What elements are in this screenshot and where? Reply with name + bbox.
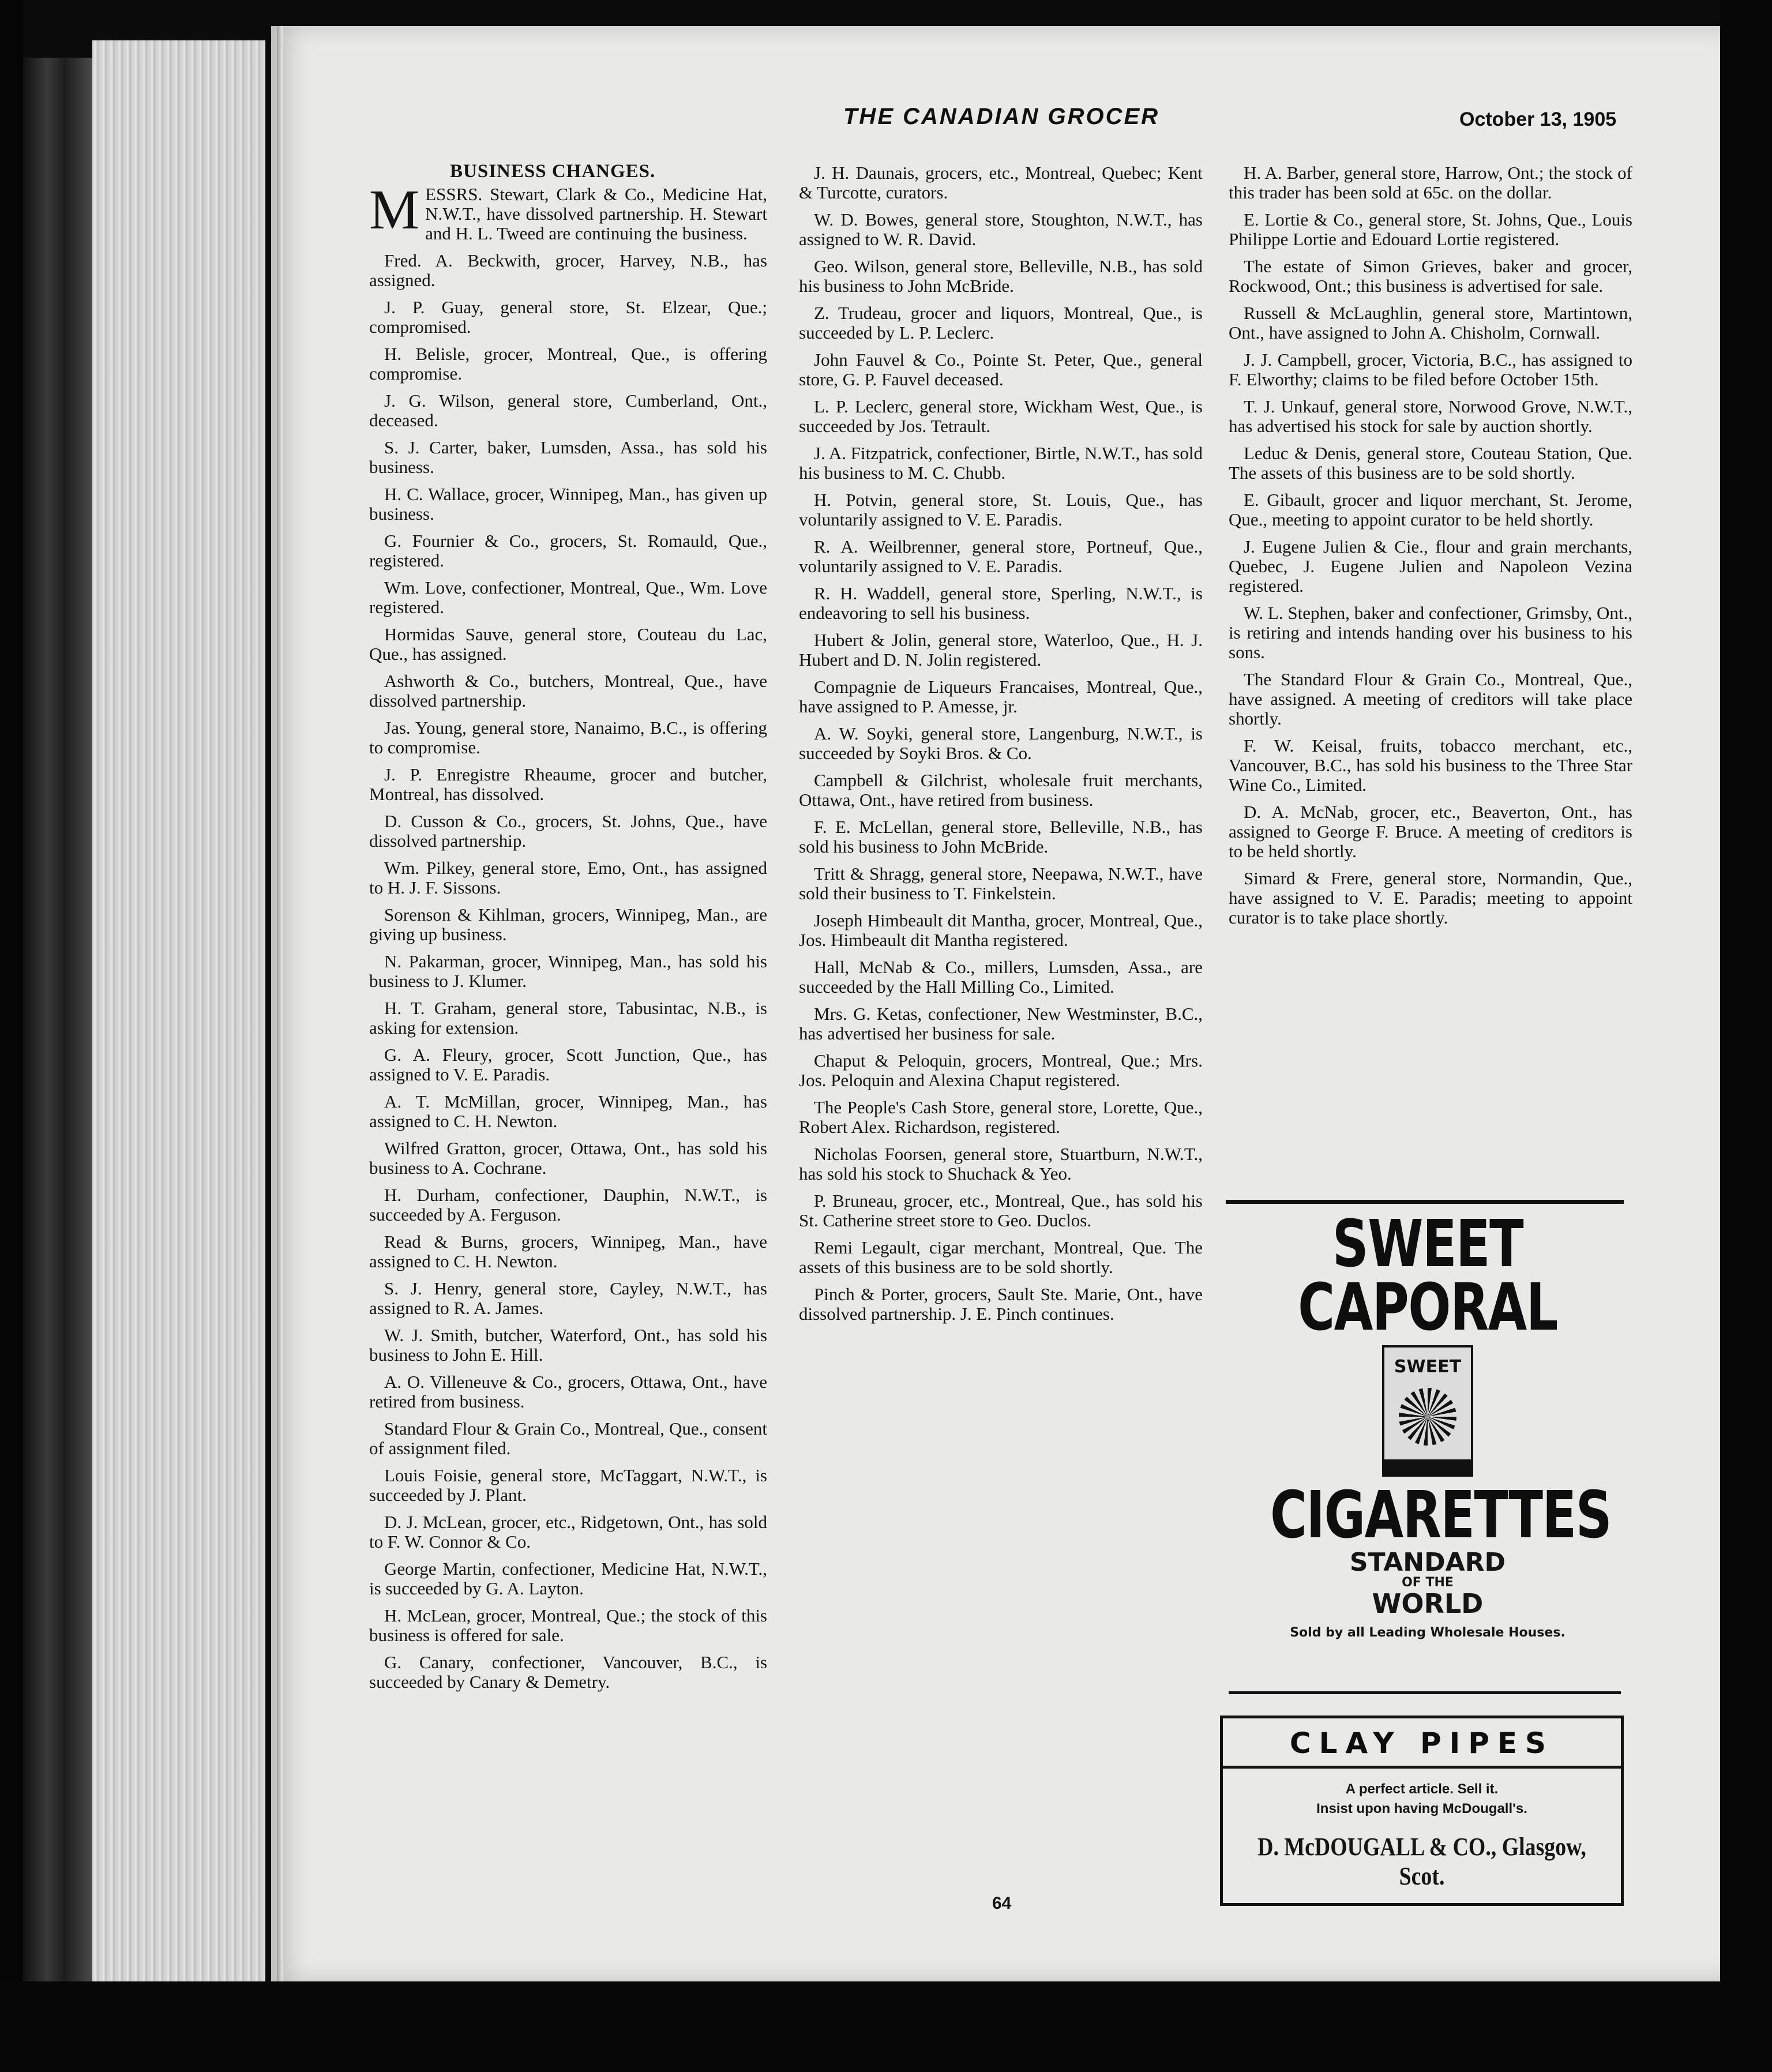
clay-pipes-maker: D. McDOUGALL & CO., Glasgow, Scot.: [1257, 1833, 1586, 1890]
business-notice: H. A. Barber, general store, Harrow, Ont.; the stock of this trader has been sold at 65c. on the dollar.: [1229, 163, 1632, 202]
clay-pipes-rule: [1223, 1766, 1621, 1769]
business-notice: N. Pakarman, grocer, Winnipeg, Man., has sold his business to J. Klumer.: [369, 951, 767, 991]
business-notice: Simard & Frere, general store, Normandin, Que., have assigned to V. E. Paradis; meeting to appoint curator is to take place shortly.: [1229, 868, 1632, 928]
business-notice: J. Eugene Julien & Cie., flour and grain merchants, Quebec, J. Eugene Julien and Napoleon Vezina registered.: [1229, 536, 1632, 596]
business-notice: Fred. A. Beckwith, grocer, Harvey, N.B., has assigned.: [369, 250, 767, 290]
business-notice: Chaput & Peloquin, grocers, Montreal, Que.; Mrs. Jos. Peloquin and Alexina Chaput registered.: [799, 1050, 1203, 1090]
business-notice: S. J. Carter, baker, Lumsden, Assa., has sold his business.: [369, 437, 767, 477]
drop-cap: M: [369, 179, 420, 241]
business-notice: Read & Burns, grocers, Winnipeg, Man., have assigned to C. H. Newton.: [369, 1232, 767, 1271]
sweet-caporal-ad: [1226, 1207, 1630, 1697]
sunburst-icon: [1399, 1388, 1456, 1446]
notice-list-col1: [369, 251, 767, 1692]
business-notice: W. L. Stephen, baker and confectioner, Grimsby, Ont., is retiring and intends handing over his business to his sons.: [1229, 603, 1632, 662]
business-notice: The estate of Simon Grieves, baker and grocer, Rockwood, Ont.; this business is advertised for sale.: [1229, 256, 1632, 296]
business-notice: P. Bruneau, grocer, etc., Montreal, Que., has sold his St. Catherine street store to Geo. Duclos.: [799, 1191, 1203, 1230]
lead-text: ESSRS. Stewart, Clark & Co., Medicine Hat, N.W.T., have dissolved partnership. H. Stewart and H. L. Tweed are continuing the business.: [425, 184, 767, 243]
business-notice: A. O. Villeneuve & Co., grocers, Ottawa, Ont., have retired from business.: [369, 1372, 767, 1412]
business-notice: Hall, McNab & Co., millers, Lumsden, Assa., are succeeded by the Hall Milling Co., Limited.: [799, 957, 1203, 997]
clay-pipes-ad: [1220, 1716, 1624, 1906]
business-notice: J. P. Guay, general store, St. Elzear, Que.; compromised.: [369, 297, 767, 337]
business-notice: Standard Flour & Grain Co., Montreal, Que., consent of assignment filed.: [369, 1418, 767, 1458]
publication-title: THE CANADIAN GROCER: [843, 104, 1160, 129]
business-notice: Tritt & Shragg, general store, Neepawa, N.W.T., have sold their business to T. Finkelstein.: [799, 864, 1203, 903]
business-notice: A. W. Soyki, general store, Langenburg, N.W.T., is succeeded by Soyki Bros. & Co.: [799, 723, 1203, 763]
ad-top-rule: [1226, 1200, 1624, 1204]
business-notice: Russell & McLaughlin, general store, Martintown, Ont., have assigned to John A. Chisholm, Cornwall.: [1229, 303, 1632, 343]
business-notice: Sorenson & Kihlman, grocers, Winnipeg, Man., are giving up business.: [369, 904, 767, 944]
notice-list-col3: [1229, 163, 1632, 928]
business-notice: H. McLean, grocer, Montreal, Que.; the stock of this business is offered for sale.: [369, 1605, 767, 1645]
business-notice: H. C. Wallace, grocer, Winnipeg, Man., has given up business.: [369, 484, 767, 524]
ad-standard-word: STANDARD: [1349, 1548, 1506, 1577]
clay-pipes-line-1: A perfect article. Sell it.: [1345, 1781, 1499, 1797]
scanner-border-right: [1720, 0, 1772, 2072]
ad-caporal-word: CAPORAL: [1298, 1270, 1557, 1345]
business-notice: W. J. Smith, butcher, Waterford, Ont., has sold his business to John E. Hill.: [369, 1325, 767, 1365]
page-gutter-shadow: [277, 26, 283, 1981]
business-notice: Hormidas Sauve, general store, Couteau du Lac, Que., has assigned.: [369, 624, 767, 664]
business-notice: D. A. McNab, grocer, etc., Beaverton, Ont., has assigned to George F. Bruce. A meeting of creditors is to be held shortly.: [1229, 802, 1632, 861]
business-notice: E. Lortie & Co., general store, St. Johns, Que., Louis Philippe Lortie and Edouard Lortie registered.: [1229, 209, 1632, 249]
lead-paragraph: [369, 179, 767, 243]
ad-ofthe-word: OF THE: [1402, 1575, 1454, 1590]
business-notice: E. Gibault, grocer and liquor merchant, St. Jerome, Que., meeting to appoint curator to be held shortly.: [1229, 490, 1632, 530]
book-spine: [23, 58, 92, 1996]
section-heading: BUSINESS CHANGES.: [450, 162, 656, 182]
business-notice: H. Durham, confectioner, Dauphin, N.W.T., is succeeded by A. Ferguson.: [369, 1185, 767, 1225]
business-notice: Leduc & Denis, general store, Couteau Station, Que. The assets of this business are to be sold shortly.: [1229, 443, 1632, 483]
notice-list-col2: [799, 163, 1203, 1324]
business-notice: Joseph Himbeault dit Mantha, grocer, Montreal, Que., Jos. Himbeault dit Mantha registered.: [799, 910, 1203, 950]
business-notice: L. P. Leclerc, general store, Wickham West, Que., is succeeded by Jos. Tetrault.: [799, 396, 1203, 436]
business-notice: Compagnie de Liqueurs Francaises, Montreal, Que., have assigned to P. Amesse, jr.: [799, 677, 1203, 716]
business-notice: Mrs. G. Ketas, confectioner, New Westminster, B.C., has advertised her business for sale.: [799, 1004, 1203, 1043]
business-notice: J. P. Enregistre Rheaume, grocer and butcher, Montreal, has dissolved.: [369, 764, 767, 804]
business-notice: F. W. Keisal, fruits, tobacco merchant, etc., Vancouver, B.C., has sold his business to the Three Star Wine Co., Limited.: [1229, 735, 1632, 795]
business-notice: Pinch & Porter, grocers, Sault Ste. Marie, Ont., have dissolved partnership. J. E. Pinch continues.: [799, 1284, 1203, 1324]
business-notice: J. H. Daunais, grocers, etc., Montreal, Quebec; Kent & Turcotte, curators.: [799, 163, 1203, 202]
business-notice: Ashworth & Co., butchers, Montreal, Que., have dissolved partnership.: [369, 671, 767, 711]
issue-date: October 13, 1905: [1459, 108, 1617, 130]
business-notice: The People's Cash Store, general store, Lorette, Que., Robert Alex. Richardson, registered.: [799, 1097, 1203, 1137]
clay-pipes-line-2: Insist upon having McDougall's.: [1316, 1801, 1527, 1816]
business-notice: W. D. Bowes, general store, Stoughton, N.W.T., has assigned to W. R. David.: [799, 209, 1203, 249]
scanner-border-bottom: [0, 1981, 1772, 2072]
business-notice: The Standard Flour & Grain Co., Montreal, Que., have assigned. A meeting of creditors will take place shortly.: [1229, 669, 1632, 729]
business-notice: J. A. Fitzpatrick, confectioner, Birtle, N.W.T., has sold his business to M. C. Chubb.: [799, 443, 1203, 483]
business-notice: H. Potvin, general store, St. Louis, Que., has voluntarily assigned to V. E. Paradis.: [799, 490, 1203, 530]
ad-sweet-word: SWEET: [1332, 1207, 1523, 1282]
business-notice: G. Canary, confectioner, Vancouver, B.C., is succeeded by Canary & Demetry.: [369, 1652, 767, 1692]
business-notice: Hubert & Jolin, general store, Waterloo, Que., H. J. Hubert and D. N. Jolin registered.: [799, 630, 1203, 670]
business-notice: T. J. Unkauf, general store, Norwood Grove, N.W.T., has advertised his stock for sale by auction shortly.: [1229, 396, 1632, 436]
pack-base: [1384, 1459, 1471, 1474]
business-notice: Wilfred Gratton, grocer, Ottawa, Ont., has sold his business to A. Cochrane.: [369, 1138, 767, 1178]
business-notice: John Fauvel & Co., Pointe St. Peter, Que., general store, G. P. Fauvel deceased.: [799, 350, 1203, 389]
scanner-border-left: [0, 0, 23, 2072]
business-notice: G. A. Fleury, grocer, Scott Junction, Que., has assigned to V. E. Paradis.: [369, 1045, 767, 1084]
business-notice: D. J. McLean, grocer, etc., Ridgetown, Ont., has sold to F. W. Connor & Co.: [369, 1512, 767, 1552]
business-notice: H. Belisle, grocer, Montreal, Que., is offering compromise.: [369, 344, 767, 384]
clay-pipes-title: CLAY PIPES: [1289, 1726, 1555, 1760]
business-notice: J. J. Campbell, grocer, Victoria, B.C., has assigned to F. Elworthy; claims to be filed before October 15th.: [1229, 350, 1632, 389]
business-notice: G. Fournier & Co., grocers, St. Romauld, Que., registered.: [369, 531, 767, 570]
business-notice: Louis Foisie, general store, McTaggart, N.W.T., is succeeded by J. Plant.: [369, 1465, 767, 1505]
page-number: 64: [992, 1894, 1012, 1913]
business-notice: Jas. Young, general store, Nanaimo, B.C., is offering to compromise.: [369, 718, 767, 757]
business-notice: F. E. McLellan, general store, Belleville, N.B., has sold his business to John McBride.: [799, 817, 1203, 857]
page-edges: [92, 40, 265, 2002]
pack-label: SWEET: [1394, 1357, 1462, 1377]
text-column-2: [799, 163, 1203, 1882]
business-notice: R. A. Weilbrenner, general store, Portneuf, Que., voluntarily assigned to V. E. Paradis.: [799, 536, 1203, 576]
business-notice: R. H. Waddell, general store, Sperling, N.W.T., is endeavoring to sell his business.: [799, 583, 1203, 623]
business-notice: George Martin, confectioner, Medicine Hat, N.W.T., is succeeded by G. A. Layton.: [369, 1559, 767, 1598]
ad-tagline: Sold by all Leading Wholesale Houses.: [1290, 1626, 1565, 1640]
ad-world-word: WORLD: [1372, 1588, 1484, 1619]
business-notice: J. G. Wilson, general store, Cumberland, Ont., deceased.: [369, 391, 767, 430]
business-notice: Z. Trudeau, grocer and liquors, Montreal, Que., is succeeded by L. P. Leclerc.: [799, 303, 1203, 343]
business-notice: A. T. McMillan, grocer, Winnipeg, Man., has assigned to C. H. Newton.: [369, 1091, 767, 1131]
ad-bottom-rule: [1229, 1691, 1621, 1694]
ad-cigarettes-word: CIGARETTES: [1270, 1478, 1612, 1553]
cigarette-pack-illustration: [1382, 1345, 1473, 1477]
business-notice: Wm. Love, confectioner, Montreal, Que., Wm. Love registered.: [369, 577, 767, 617]
business-notice: Wm. Pilkey, general store, Emo, Ont., has assigned to H. J. F. Sissons.: [369, 858, 767, 898]
business-notice: D. Cusson & Co., grocers, St. Johns, Que., have dissolved partnership.: [369, 811, 767, 851]
business-notice: Nicholas Foorsen, general store, Stuartburn, N.W.T., has sold his stock to Shuchack & Yeo.: [799, 1144, 1203, 1184]
business-notice: Geo. Wilson, general store, Belleville, N.B., has sold his business to John McBride.: [799, 256, 1203, 296]
business-notice: S. J. Henry, general store, Cayley, N.W.T., has assigned to R. A. James.: [369, 1278, 767, 1318]
business-notice: Remi Legault, cigar merchant, Montreal, Que. The assets of this business are to be sold shortly.: [799, 1237, 1203, 1277]
business-notice: Campbell & Gilchrist, wholesale fruit merchants, Ottawa, Ont., have retired from business.: [799, 770, 1203, 810]
text-column-1: [369, 162, 767, 1880]
business-notice: H. T. Graham, general store, Tabusintac, N.B., is asking for extension.: [369, 998, 767, 1038]
